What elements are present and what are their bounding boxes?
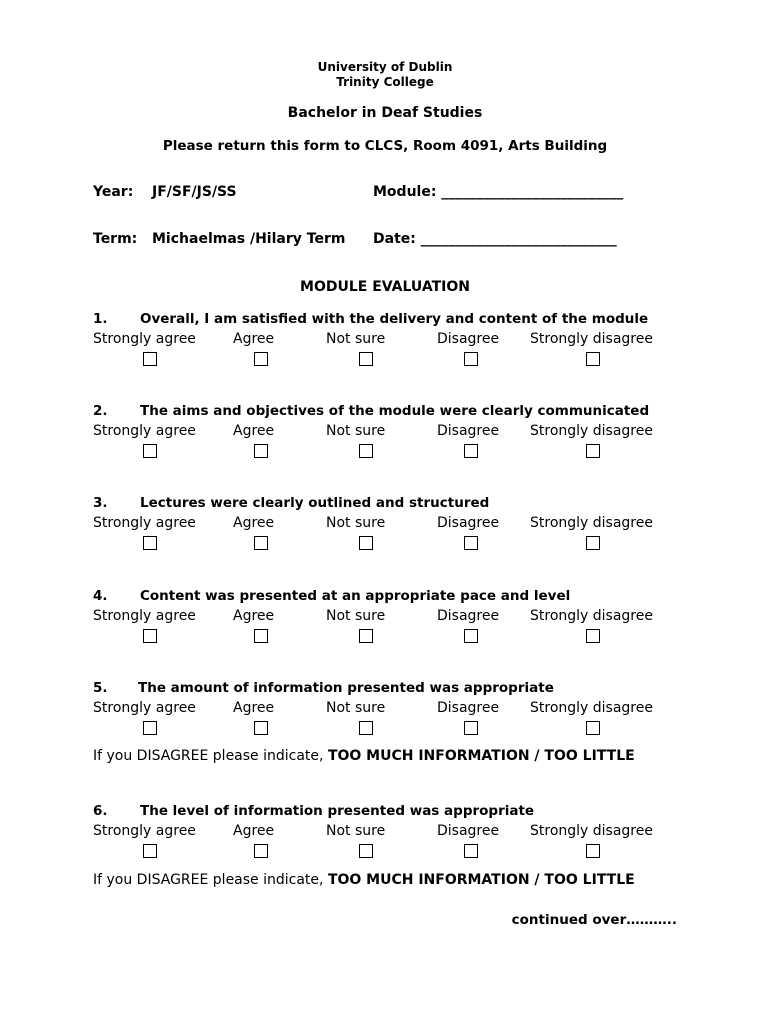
option-label: Strongly disagree: [530, 423, 653, 439]
checkbox-q1-option-3[interactable]: [359, 352, 373, 366]
option-label: Not sure: [326, 608, 386, 624]
option-label: Not sure: [326, 331, 386, 347]
checkbox-q3-option-3[interactable]: [359, 536, 373, 550]
option-label: Disagree: [437, 823, 500, 839]
checkbox-q1-option-2[interactable]: [254, 352, 268, 366]
option-label: Disagree: [437, 515, 500, 531]
disagree-note-emphasis: TOO MUCH INFORMATION / TOO LITTLE: [327, 872, 635, 888]
checkbox-q4-option-5[interactable]: [586, 629, 600, 643]
checkbox-q1-option-5[interactable]: [586, 352, 600, 366]
question-text: Lectures were clearly outlined and structured: [140, 495, 490, 511]
checkbox-q3-option-1[interactable]: [143, 536, 157, 550]
term-label: Term:: [93, 231, 138, 247]
checkbox-q5-option-3[interactable]: [359, 721, 373, 735]
checkbox-q2-option-3[interactable]: [359, 444, 373, 458]
year-label: Year:: [93, 184, 134, 200]
option-label: Not sure: [326, 700, 386, 716]
question-number: 6.: [93, 803, 108, 819]
option-label: Strongly agree: [93, 823, 196, 839]
disagree-note-prefix: If you DISAGREE please indicate,: [93, 748, 324, 764]
option-label: Not sure: [326, 823, 386, 839]
question-text: The aims and objectives of the module were clearly communicated: [140, 403, 650, 419]
disagree-note-prefix: If you DISAGREE please indicate,: [93, 872, 324, 888]
checkbox-q5-option-5[interactable]: [586, 721, 600, 735]
checkbox-q1-option-4[interactable]: [464, 352, 478, 366]
disagree-note-emphasis: TOO MUCH INFORMATION / TOO LITTLE: [327, 748, 635, 764]
return-instructions: Please return this form to CLCS, Room 4091, Arts Building: [162, 138, 608, 154]
question-text: Overall, I am satisfied with the delivery and content of the module: [140, 311, 649, 327]
option-label: Strongly agree: [93, 515, 196, 531]
question-text: The amount of information presented was appropriate: [138, 680, 554, 696]
option-label: Agree: [233, 608, 275, 624]
disagree-note-q5: [93, 748, 635, 764]
term-value: Michaelmas /Hilary Term: [152, 231, 346, 247]
option-label: Agree: [233, 515, 275, 531]
option-label: Strongly agree: [93, 331, 196, 347]
checkbox-q2-option-5[interactable]: [586, 444, 600, 458]
checkbox-q4-option-3[interactable]: [359, 629, 373, 643]
continued-over: continued over………..: [511, 912, 677, 928]
course-title: Bachelor in Deaf Studies: [287, 105, 483, 121]
checkbox-q2-option-2[interactable]: [254, 444, 268, 458]
question-number: 2.: [93, 403, 108, 419]
checkbox-q2-option-1[interactable]: [143, 444, 157, 458]
checkbox-q4-option-1[interactable]: [143, 629, 157, 643]
question-number: 3.: [93, 495, 108, 511]
checkbox-q6-option-3[interactable]: [359, 844, 373, 858]
checkbox-q1-option-1[interactable]: [143, 352, 157, 366]
option-label: Disagree: [437, 423, 500, 439]
checkbox-q5-option-2[interactable]: [254, 721, 268, 735]
option-label: Strongly agree: [93, 608, 196, 624]
question-text: Content was presented at an appropriate pace and level: [140, 588, 571, 604]
option-label: Disagree: [437, 700, 500, 716]
checkbox-q3-option-2[interactable]: [254, 536, 268, 550]
checkbox-q3-option-4[interactable]: [464, 536, 478, 550]
option-label: Not sure: [326, 423, 386, 439]
checkbox-q6-option-5[interactable]: [586, 844, 600, 858]
year-value: JF/SF/JS/SS: [152, 184, 237, 200]
option-label: Strongly agree: [93, 700, 196, 716]
option-label: Disagree: [437, 331, 500, 347]
option-label: Not sure: [326, 515, 386, 531]
checkbox-q4-option-2[interactable]: [254, 629, 268, 643]
option-label: Strongly disagree: [530, 515, 653, 531]
section-title: MODULE EVALUATION: [300, 279, 470, 295]
college-name: Trinity College: [336, 75, 434, 89]
checkbox-q5-option-4[interactable]: [464, 721, 478, 735]
university-name: University of Dublin: [317, 60, 453, 74]
option-label: Agree: [233, 700, 275, 716]
checkbox-q6-option-1[interactable]: [143, 844, 157, 858]
question-number: 4.: [93, 588, 108, 604]
checkbox-q5-option-1[interactable]: [143, 721, 157, 735]
checkbox-q4-option-4[interactable]: [464, 629, 478, 643]
question-number: 1.: [93, 311, 108, 327]
option-label: Strongly disagree: [530, 608, 653, 624]
option-label: Strongly disagree: [530, 823, 653, 839]
option-label: Agree: [233, 331, 275, 347]
date-field[interactable]: Date: ____________________________: [373, 231, 617, 247]
option-label: Strongly disagree: [530, 700, 653, 716]
checkbox-q6-option-4[interactable]: [464, 844, 478, 858]
checkbox-q3-option-5[interactable]: [586, 536, 600, 550]
option-label: Agree: [233, 423, 275, 439]
question-text: The level of information presented was appropriate: [140, 803, 535, 819]
checkbox-q2-option-4[interactable]: [464, 444, 478, 458]
question-number: 5.: [93, 680, 108, 696]
option-label: Agree: [233, 823, 275, 839]
checkbox-q6-option-2[interactable]: [254, 844, 268, 858]
module-field[interactable]: Module: __________________________: [373, 184, 624, 200]
option-label: Strongly disagree: [530, 331, 653, 347]
option-label: Strongly agree: [93, 423, 196, 439]
option-label: Disagree: [437, 608, 500, 624]
disagree-note-q6: [93, 872, 635, 888]
